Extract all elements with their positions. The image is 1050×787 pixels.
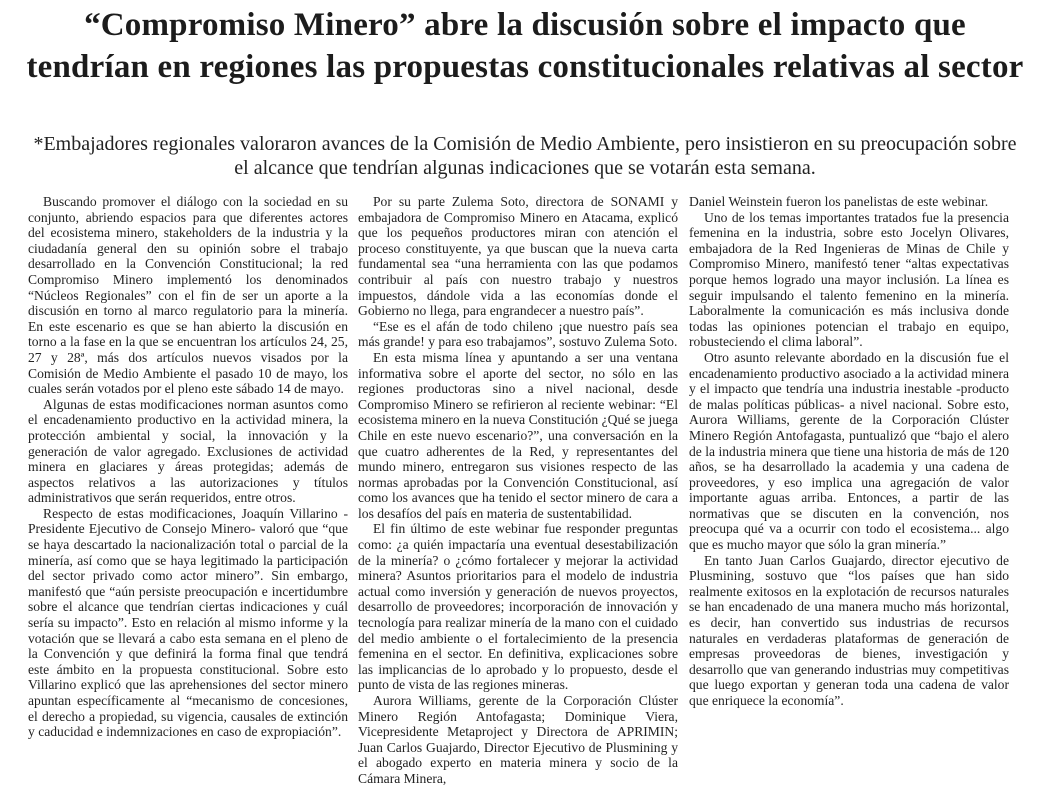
- article-column-1: [28, 194, 348, 740]
- paragraph: Aurora Williams, gerente de la Corporación Clúster Minero Región Antofagasta; Dominique Viera, Vicepresidente Metaproject y Directora de APRIMIN; Juan Carlos Guajardo, Director Ejecutivo de Plusmining y el abogado experto en materia minera y socio de la Cámara Minera,: [358, 693, 678, 786]
- paragraph: Respecto de estas modificaciones, Joaquín Villarino -Presidente Ejecutivo de Consejo Minero- valoró que “que se haya descartado la nacionalización total o parcial de la minería, así como que se haya legitimado la participación del sector privado como actor minero”. Sin embargo, manifestó que “aún persiste preocupación e incertidumbre sobre el alcance que tendrían ciertas indicaciones y cuál sería su impacto”. Esto en relación al mismo informe y la votación que se llevará a cabo esta semana en el pleno de la Convención y que definirá la forma final que tendrá este ámbito en la propuesta constitucional. Sobre esto Villarino explicó que las aprehensiones del sector minero apuntan específicamente al “mecanismo de concesiones, el derecho a propiedad, su vigencia, causales de extinción y caducidad e indemnizaciones en caso de expropiación”.: [28, 505, 348, 740]
- paragraph: Uno de los temas importantes tratados fue la presencia femenina en la industria, sobre esto Jocelyn Olivares, embajadora de la Red Ingenieras de Minas de Chile y Compromiso Minero, manifestó tener “altas expectativas porque hemos logrado una mayor inclusión. La línea es seguir impulsando el talento femenino en la minería. Laboralmente la comunicación es más inclusiva donde todas las opiniones potencian el trabajo en equipo, robusteciendo el clima laboral”.: [689, 209, 1009, 350]
- paragraph-continuation: Daniel Weinstein fueron los panelistas de este webinar.: [689, 194, 989, 209]
- article-column-3: [689, 194, 1009, 709]
- paragraph: Buscando promover el diálogo con la sociedad en su conjunto, abriendo espacios para que diferentes actores del ecosistema minero, stakeholders de la industria y la ciudadanía general den su opinión sobre el trabajo desarrollado en la Convención Constitucional; la red Compromiso Minero implementó los denominados “Núcleos Regionales” con el fin de ser un aporte a la discusión en torno al marco regulatorio para la minería. En este escenario es que se han abierto la discusión en torno a la fase en la que se encuentran los artículos 24, 25, 27 y 28ª, más dos artículos nuevos visados por la Comisión de Medio Ambiente el pasado 10 de mayo, los cuales serán votados por el pleno este sábado 14 de mayo.: [28, 194, 348, 397]
- article-deck: *Embajadores regionales valoraron avances de la Comisión de Medio Ambiente, pero insistieron en su preocupación sobre el alcance que tendrían algunas indicaciones que se votarán esta semana.: [33, 133, 1017, 179]
- paragraph: Otro asunto relevante abordado en la discusión fue el encadenamiento productivo asociado a la actividad minera y el impacto que tendría una industria inestable -producto de malas políticas públicas- a nivel nacional. Sobre esto, Aurora Williams, gerente de la Corporación Clúster Minero Región Antofagasta, puntualizó que “bajo el alero de la industria minera que tiene una historia de más de 120 años, se ha desarrollado la academia y una cadena de proveedores, y eso implica una agregación de valor importante aguas arriba. Entonces, a partir de las normativas que se discuten en la convención, nos preocupa qué va a ocurrir con todo el ecosistema... algo que es mucho mayor que sólo la gran minería.”: [689, 349, 1009, 553]
- paragraph: En esta misma línea y apuntando a ser una ventana informativa sobre el aporte del sector, no sólo en las regiones productoras sino a nivel nacional, desde Compromiso Minero se refirieron al reciente webinar: “El ecosistema minero en la nueva Constitución ¿Qué se juega Chile en este nuevo escenario?”, una conversación en la que cuatro adherentes de la Red, y representantes del mundo minero, entregaron sus visiones respecto de las normas aprobadas por la Convención Constitucional, así como los avances que ha tenido el sector minero de cara a los desafíos del país en materia de sustentabilidad.: [358, 349, 678, 521]
- paragraph: “Ese es el afán de todo chileno ¡que nuestro país sea más grande! y para eso trabajamos”, sostuvo Zulema Soto.: [358, 318, 678, 350]
- article-column-2: [358, 194, 678, 787]
- paragraph: Algunas de estas modificaciones norman asuntos como el encadenamiento productivo en la actividad minera, la protección ambiental y social, la innovación y la generación de valor agregado. Exclusiones de actividad minera en glaciares y áreas protegidas; además de aspectos relativos a las autorizaciones y títulos administrativos que serán requeridos, entre otros.: [28, 396, 348, 506]
- paragraph: El fin último de este webinar fue responder preguntas como: ¿a quién impactaría una eventual desestabilización de la minería? o ¿cómo fortalecer y mejorar la actividad minera? Asuntos prioritarios para el modelo de industria actual como inversión y generación de nuevos proyectos, desarrollo de proveedores; incorporación de innovación y tecnología para realizar minería de la mano con el cuidado del medio ambiente o el fortalecimiento de la presencia femenina en el sector. En definitiva, explicaciones sobre las implicancias de lo aprobado y lo propuesto, desde el punto de vista de las regiones mineras.: [358, 521, 678, 693]
- article-headline: “Compromiso Minero” abre la discusión sobre el impacto que tendrían en regiones las propuestas constitucionales relativas al sector: [26, 7, 1024, 85]
- paragraph: Por su parte Zulema Soto, directora de SONAMI y embajadora de Compromiso Minero en Atacama, explicó que los pequeños productores miran con atención el proceso constituyente, ya que buscan que la nueva carta fundamental sea “una herramienta con las que podamos contribuir al país con nuestro trabajo y nuestros impuestos, dándole vida a las economías donde el Gobierno no llega, para engrandecer a nuestro país”.: [358, 194, 678, 319]
- paragraph: En tanto Juan Carlos Guajardo, director ejecutivo de Plusmining, sostuvo que “los países que han sido realmente exitosos en la explotación de recursos naturales se han encadenado de una manera mucho más horizontal, es decir, han convertido sus industrias de recursos naturales en verdaderas plataformas de generación de empresas proveedoras de bienes, investigación y desarrollo que van generando industrias muy competitivas que luego exportan y generan toda una cadena de valor que enriquece la economía”.: [689, 552, 1009, 708]
